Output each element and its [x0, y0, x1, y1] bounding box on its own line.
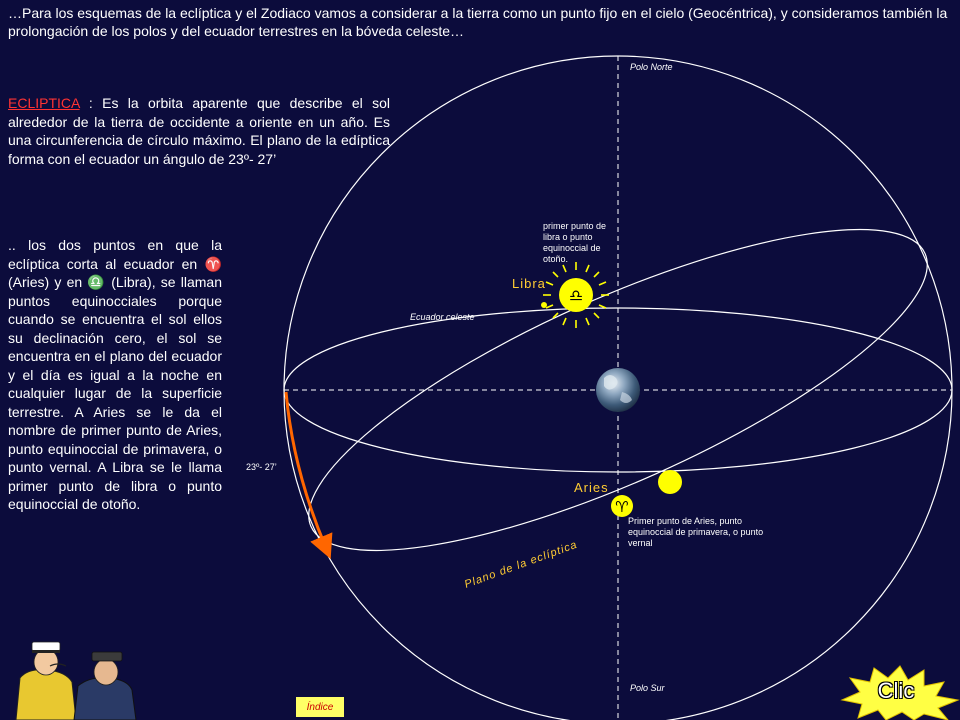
ecliptica-term[interactable]: ECLIPTICA	[8, 95, 80, 111]
north-pole-label: Polo Norte	[630, 62, 673, 72]
aries-sun-icon	[658, 470, 682, 494]
ecliptic-plane-label: Plano de la eclíptica	[462, 538, 580, 591]
south-pole-label: Polo Sur	[630, 683, 665, 693]
earth-icon	[596, 368, 640, 412]
libra-point	[541, 302, 547, 308]
libra-note: primer punto de libra o punto equinoccial de otoño.	[543, 221, 607, 264]
libra-label: Libra	[512, 276, 546, 291]
aries-symbol: ♈	[615, 498, 629, 516]
ecliptica-definition-text: : Es la orbita aparente que describe el sol alrededor de la tierra de occidente a oriente en un año. Es una circunferencia de círculo máximo. El plano de la edíptica forma con el ecuador un ángulo de 23º- 27’	[8, 95, 390, 167]
index-button[interactable]: Índice	[296, 697, 344, 717]
angle-arc-arrow	[286, 392, 326, 548]
intro-text: …Para los esquemas de la eclíptica y el Zodiaco vamos a considerar a la tierra como un punto fijo en el cielo (Geocéntrica), y consideramos también la prolongación de los polos y del ecuador terrestres en la bóveda celeste…	[8, 5, 948, 39]
equinoccios-text: .. los dos puntos en que la eclíptica corta al ecuador en ♈ (Aries) y en ♎ (Libra), se llaman puntos equinocciales porque cuando se encuentra el sol ellos su declinación cero, el sol se encuentra en el plano del ecuador y el día es igual a la noche en cualquier lugar de la superficie terrestre. A Aries se le da el nombre de primer punto de Aries, punto equinoccial de primavera, o punto vernal. A Libra se le llama primer punto de libra o punto equinoccial de otoño.	[8, 237, 222, 512]
clic-label: Clic	[877, 678, 915, 703]
angle-label: 23º- 27’	[246, 462, 277, 472]
aries-label: Aries	[574, 480, 609, 495]
libra-symbol: ♎	[568, 286, 584, 305]
clic-button[interactable]	[840, 664, 960, 720]
aries-note: Primer punto de Aries, punto equinoccial de primavera, o punto vernal	[628, 516, 764, 548]
celestial-equator-label: Ecuador celeste	[410, 312, 475, 322]
sailors-illustration	[14, 632, 154, 720]
